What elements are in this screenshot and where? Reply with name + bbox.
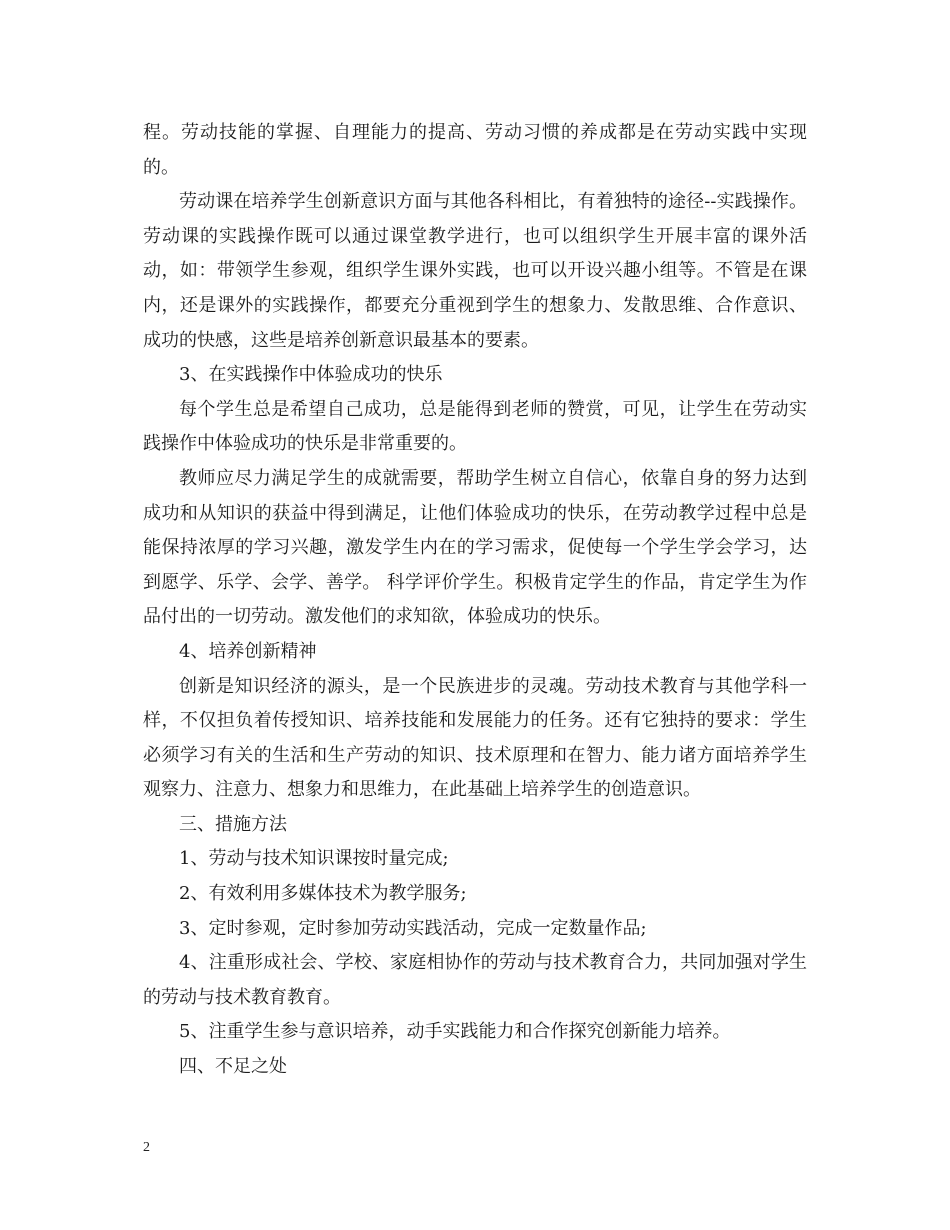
list-item: 5、注重学生参与意识培养，动手实践能力和合作探究创新能力培养。 bbox=[179, 1021, 731, 1043]
paragraph: 程。劳动技能的掌握、自理能力的提高、劳动习惯的养成都是在劳动实践中实现的。 bbox=[143, 122, 807, 178]
body-text bbox=[143, 116, 807, 1085]
list-item: 4、注重形成社会、学校、家庭相协作的劳动与技术教育合力，共同加强对学生的劳动与技术教育教育。 bbox=[143, 952, 807, 1008]
paragraph: 教师应尽力满足学生的成就需要，帮助学生树立自信心，依靠自身的努力达到成功和从知识的获益中得到满足，让他们体验成功的快乐，在劳动教学过程中总是能保持浓厚的学习兴趣，激发学生内在的学习需求，促使每一个学生学会学习，达到愿学、乐学、会学、善学。 科学评价学生。积极肯定学生的作品，肯定学生为作品付出的一切劳动。激发他们的求知欲，体验成功的快乐。 bbox=[143, 467, 807, 628]
page-number: 2 bbox=[143, 1140, 150, 1155]
section-heading: 3、在实践操作中体验成功的快乐 bbox=[179, 364, 443, 386]
paragraph: 每个学生总是希望自己成功，总是能得到老师的赞赏，可见，让学生在劳动实践操作中体验成功的快乐是非常重要的。 bbox=[143, 398, 807, 455]
section-heading: 4、培养创新精神 bbox=[179, 640, 317, 662]
paragraph: 劳动课在培养学生创新意识方面与其他各科相比，有着独特的途径--实践操作。劳动课的实践操作既可以通过课堂教学进行，也可以组织学生开展丰富的课外活动，如：带领学生参观，组织学生课外实践，也可以开设兴趣小组等。不管是在课内，还是课外的实践操作，都要充分重视到学生的想象力、发散思维、合作意识、成功的快感，这些是培养创新意识最基本的要素。 bbox=[143, 191, 807, 351]
list-item: 2、有效利用多媒体技术为教学服务; bbox=[179, 883, 467, 905]
list-item: 3、定时参观，定时参加劳动实践活动，完成一定数量作品; bbox=[179, 917, 647, 939]
list-item: 1、劳动与技术知识课按时量完成; bbox=[179, 848, 449, 870]
paragraph: 创新是知识经济的源头，是一个民族进步的灵魂。劳动技术教育与其他学科一样，不仅担负着传授知识、培养技能和发展能力的任务。还有它独持的要求：学生必须学习有关的生活和生产劳动的知识、技术原理和在智力、能力诸方面培养学生观察力、注意力、想象力和思维力，在此基础上培养学生的创造意识。 bbox=[143, 675, 807, 801]
section-heading: 四、不足之处 bbox=[179, 1056, 287, 1078]
section-heading: 三、措施方法 bbox=[179, 813, 287, 835]
